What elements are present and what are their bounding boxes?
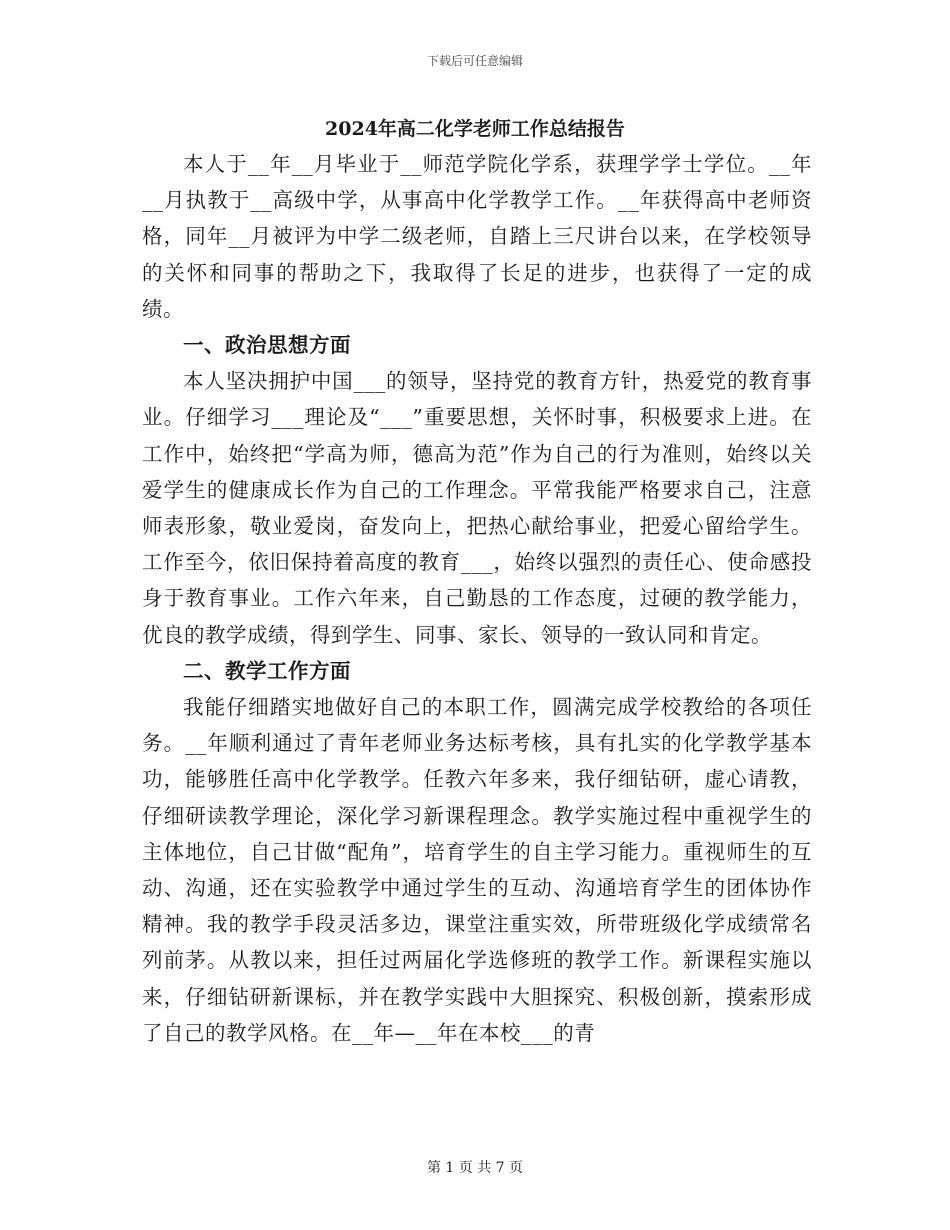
document-body [142,146,812,1051]
intro-paragraph: 本人于__年__月毕业于__师范学院化学系，获理学学士学位。__年__月执教于__高级中学，从事高中化学教学工作。__年获得高中老师资格，同年__月被评为中学二级老师，自踏上三尺讲台以来，在学校领导的关怀和同事的帮助之下，我取得了长足的进步，也获得了一定的成绩。 [142,152,812,321]
page-number: 第 1 页 共 7 页 [426,1160,524,1176]
section-paragraph-political: 本人坚决拥护中国___的领导，坚持党的教育方针，热爱党的教育事业。仔细学习___理论及“___”重要思想，关怀时事，积极要求上进。在工作中，始终把“学高为师，德高为范”作为自己的行为准则，始终以关爱学生的健康成长作为自己的工作理念。平常我能严格要求自己，注意师表形象，敬业爱岗，奋发向上，把热心献给事业，把爱心留给学生。工作至今，依旧保持着高度的教育___，始终以强烈的责任心、使命感投身于教育事业。工作六年来，自己勤恳的工作态度，过硬的教学能力，优良的教学成绩，得到学生、同事、家长、领导的一致认同和肯定。 [142,369,812,647]
section-paragraph-teaching: 我能仔细踏实地做好自己的本职工作，圆满完成学校教给的各项任务。__年顺利通过了青年老师业务达标考核，具有扎实的化学教学基本功，能够胜任高中化学教学。任教六年多来，我仔细钻研，虚心请教，仔细研读教学理论，深化学习新课程理念。教学实施过程中重视学生的主体地位，自己甘做“配角”，培育学生的自主学习能力。重视师生的互动、沟通，还在实验教学中通过学生的互动、沟通培育学生的团体协作精神。我的教学手段灵活多边，课堂注重实效，所带班级化学成绩常名列前茅。从教以来，担任过两届化学选修班的教学工作。新课程实施以来，仔细钻研新课标，并在教学实践中大胆探究、积极创新，摸索形成了自己的教学风格。在__年—__年在本校___的青 [142,695,812,1045]
document-title: 2024年高二化学老师工作总结报告 [325,118,625,140]
section-heading-political: 一、政治思想方面 [183,333,351,358]
page-header-note: 下载后可任意编辑 [426,54,523,68]
section-heading-teaching: 二、教学工作方面 [183,658,351,683]
